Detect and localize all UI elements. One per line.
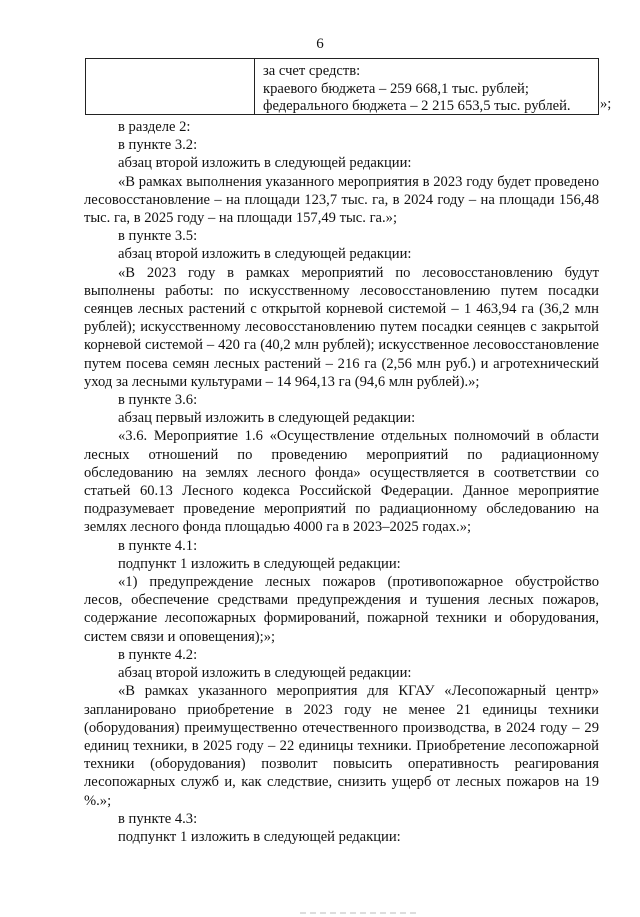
- table-line-regional-budget: краевого бюджета – 259 668,1 тыс. рублей;: [263, 80, 529, 97]
- paragraph: в пункте 3.5:: [118, 228, 198, 245]
- paragraph: в пункте 4.1:: [118, 537, 198, 554]
- table-cell-funding: [263, 63, 592, 116]
- paragraph: в пункте 3.2:: [118, 137, 198, 154]
- paragraph: в пункте 4.2:: [118, 646, 198, 663]
- paragraph: «В рамках выполнения указанного мероприятия в 2023 году будет проведено лесовосстановление – на площади 123,7 тыс. га, в 2024 году – на площади 156,48 тыс. га, в 2025 году – на площади 157,49 тыс. га.»;: [84, 173, 599, 227]
- paragraph: абзац второй изложить в следующей редакции:: [118, 665, 412, 682]
- document-body: [84, 118, 599, 846]
- paragraph: абзац первый изложить в следующей редакции:: [118, 410, 416, 427]
- paragraph: абзац второй изложить в следующей редакции:: [118, 155, 412, 172]
- page-number: 6: [316, 36, 324, 52]
- paragraph: «В 2023 году в рамках мероприятий по лесовосстановлению будут выполнены работы: по искусственному лесовосстановлению путем посадки сеянцев лесных растений с открытой корневой системой – 1 463,94 га (36,2 млн рублей); искусственному лесовосстановлению путем посадки сеянцев с закрытой корневой системой – 420 га (40,2 млн рублей); искусственное лесовосстановление путем посева семян лесных растений – 216 га (2,56 млн руб.) и агротехнический уход за лесными культурами – 14 964,13 га (94,6 млн рублей).»;: [84, 264, 599, 390]
- paragraph: в разделе 2:: [118, 119, 191, 135]
- paragraph: «3.6. Мероприятие 1.6 «Осуществление отдельных полномочий в области лесных отношений по проведению мероприятий по радиационному обследованию на землях лесного фонда» осуществляется в соответствии со статьей 60.13 Лесного кодекса Российской Федерации. Данное мероприятие подразумевает проведение мероприятий по радиационному обследованию на землях лесного фонда площадью 4000 га в 2023–2025 годах.»;: [84, 428, 599, 536]
- table-column-divider: [254, 59, 255, 114]
- paragraph: подпункт 1 изложить в следующей редакции:: [118, 555, 401, 572]
- scan-artifact: [300, 912, 420, 914]
- paragraph: «В рамках указанного мероприятия для КГАУ «Лесопожарный центр» запланировано приобретение в 2023 году не менее 21 единицы техники (оборудования) преимущественно отечественного производства, в 2024 году – 29 единиц техники, в 2025 году – 22 единицы техники. Приобретение лесопожарной техники (оборудования) позволит повысить оперативность реагирования лесопожарных служб и, как следствие, снизить ущерб от лесных пожаров на 19 %.»;: [84, 683, 599, 809]
- paragraph: подпункт 1 изложить в следующей редакции:: [118, 828, 401, 845]
- paragraph: абзац второй изложить в следующей редакции:: [118, 246, 412, 263]
- paragraph: в пункте 4.3:: [118, 810, 198, 827]
- paragraph: «1) предупреждение лесных пожаров (противопожарное обустройство лесов, обеспечение средствами предупреждения и тушения лесных пожаров, содержание лесопожарных формирований, пожарной техники и оборудования, систем связи и оповещения);»;: [84, 574, 599, 645]
- paragraph: в пункте 3.6:: [118, 392, 198, 409]
- table-close-quote: »;: [600, 96, 612, 112]
- table-line-federal-budget: федерального бюджета – 2 215 653,5 тыс. рублей.: [263, 98, 571, 114]
- table-line-funding-sources: за счет средств:: [263, 63, 361, 79]
- budget-table-fragment: [85, 58, 599, 115]
